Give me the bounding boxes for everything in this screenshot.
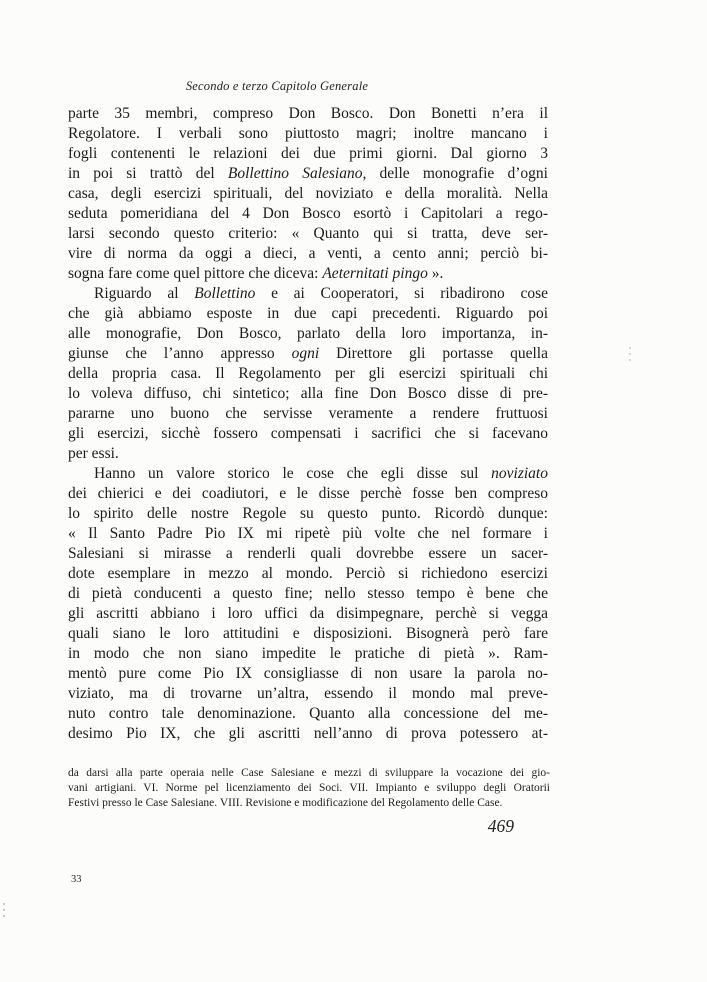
text-line <box>68 584 548 604</box>
text-line <box>68 504 548 524</box>
body-text <box>68 104 548 744</box>
text-run: lo voleva diffuso, chi sintetico; alla fine Don Bosco disse di pre- <box>68 385 548 402</box>
text-line <box>68 684 548 704</box>
footnote-line: da darsi alla parte operaia nelle Case Salesiane e mezzi di sviluppare la vocazione dei gio- <box>68 767 550 779</box>
text-line <box>68 344 548 364</box>
paragraph <box>68 464 548 744</box>
text-run: larsi secondo questo criterio: « Quanto qui si tratta, deve ser- <box>68 225 548 242</box>
text-run: e ai Cooperatori, si ribadirono cose <box>255 285 548 302</box>
text-line <box>68 444 548 464</box>
text-line <box>68 104 548 124</box>
text-run: casa, degli esercizi spirituali, del noviziato e della moralità. Nella <box>68 185 548 202</box>
footnote <box>68 766 550 811</box>
text-run: ». <box>427 265 444 282</box>
text-line <box>68 644 548 664</box>
signature-number: 33 <box>71 874 82 885</box>
text-line <box>68 144 548 164</box>
text-line <box>68 184 548 204</box>
text-line <box>68 424 548 444</box>
italic-text-run: Bollettino <box>194 285 256 302</box>
text-run: di pietà conducenti a questo fine; nello stesso tempo è bene che <box>68 585 548 602</box>
text-run: viziato, ma di trovarne un’altra, essendo il mondo mal preve- <box>68 685 548 702</box>
text-line <box>68 544 548 564</box>
text-run: mentò pure come Pio IX consigliasse di non usare la parola no- <box>68 665 548 682</box>
text-line <box>68 704 548 724</box>
text-run: che già abbiamo esposte in due capi precedenti. Riguardo poi <box>68 305 548 322</box>
text-run: lo spirito delle nostre Regole su questo punto. Ricordò dunque: <box>68 505 548 522</box>
text-line <box>68 664 548 684</box>
text-run: parte 35 membri, compreso Don Bosco. Don Bonetti n’era il <box>68 105 548 122</box>
text-line <box>68 724 548 744</box>
text-run: Hanno un valore storico le cose che egli disse sul <box>94 465 492 482</box>
text-run: dote esemplare in mezzo al mondo. Perciò si richiedono esercizi <box>68 565 548 582</box>
text-line <box>68 564 548 584</box>
text-line <box>68 404 548 424</box>
text-run: quali siano le loro attitudini e disposizioni. Bisognerà però fare <box>68 625 548 642</box>
text-line <box>68 244 548 264</box>
page-number: 469 <box>487 816 514 836</box>
text-run: desimo Pio IX, che gli ascritti nell’anno di prova potessero at- <box>68 725 548 742</box>
text-run: gli esercizi, sicchè fossero compensati i sacrifici che si facevano <box>68 425 548 442</box>
text-line <box>68 324 548 344</box>
text-line <box>68 364 548 384</box>
text-line <box>68 384 548 404</box>
text-line <box>68 304 548 324</box>
text-run: sogna fare come quel pittore che diceva: <box>68 265 323 282</box>
text-run: in poi si trattò del <box>68 165 228 182</box>
text-line <box>68 224 548 244</box>
text-run: della propria casa. Il Regolamento per gli esercizi spirituali chi <box>68 365 548 382</box>
text-line <box>68 604 548 624</box>
italic-text-run: noviziato <box>491 465 548 482</box>
scan-artifact-right <box>629 347 631 361</box>
text-line <box>68 464 548 484</box>
text-run: Regolatore. I verbali sono piuttosto magri; inoltre mancano i <box>68 125 548 142</box>
text-line <box>68 624 548 644</box>
text-run: delle monografie d’ogni <box>366 165 548 182</box>
text-run: giunse che l’anno appresso <box>68 345 292 362</box>
text-run: seduta pomeridiana del 4 Don Bosco esortò i Capitolari a rego- <box>68 205 548 222</box>
text-run: pararne uno buono che servisse veramente a rendere fruttuosi <box>68 405 548 422</box>
text-run: Riguardo al <box>94 285 195 302</box>
text-line <box>68 124 548 144</box>
text-run: fogli contenenti le relazioni dei due primi giorni. Dal giorno 3 <box>68 145 548 162</box>
text-line <box>68 204 548 224</box>
text-run: nuto contro tale denominazione. Quanto alla concessione del me- <box>68 705 548 722</box>
text-run: vire di norma da oggi a dieci, a venti, a cento anni; perciò bi- <box>68 245 548 262</box>
text-run: alle monografie, Don Bosco, parlato della loro importanza, in- <box>68 325 548 342</box>
text-run: Salesiani si mirasse a renderli quali dovrebbe essere un sacer- <box>68 545 548 562</box>
scan-artifact-left <box>3 903 5 917</box>
italic-text-run: ogni <box>291 345 320 362</box>
text-run: dei chierici e dei coadiutori, e le disse perchè fosse ben compreso <box>68 485 548 502</box>
text-line <box>68 524 548 544</box>
italic-text-run: Aeternitati pingo <box>322 265 428 282</box>
text-line <box>68 284 548 304</box>
text-run: per essi. <box>68 445 119 462</box>
paragraph <box>68 284 548 464</box>
text-line <box>68 164 548 184</box>
text-run: « Il Santo Padre Pio IX mi ripetè più volte che nel formare i <box>68 525 548 542</box>
running-head: Secondo e terzo Capitolo Generale <box>185 79 369 93</box>
text-run: Direttore gli portasse quella <box>319 345 548 362</box>
italic-text-run: Bollettino Salesiano, <box>227 165 367 182</box>
text-line <box>68 264 548 284</box>
text-line <box>68 484 548 504</box>
text-run: gli ascritti abbiano i loro uffici da disimpegnare, perchè si vegga <box>68 605 548 622</box>
footnote-line: Festivi presso le Case Salesiane. VIII. Revisione e modificazione del Regolamento delle Case. <box>68 797 503 809</box>
text-run: in modo che non siano impedite le pratiche di pietà ». Ram- <box>68 645 548 662</box>
footnote-line: vani artigiani. VI. Norme pel licenziamento dei Soci. VII. Impianto e sviluppo degli Oratorii <box>68 782 550 794</box>
paragraph <box>68 104 548 284</box>
